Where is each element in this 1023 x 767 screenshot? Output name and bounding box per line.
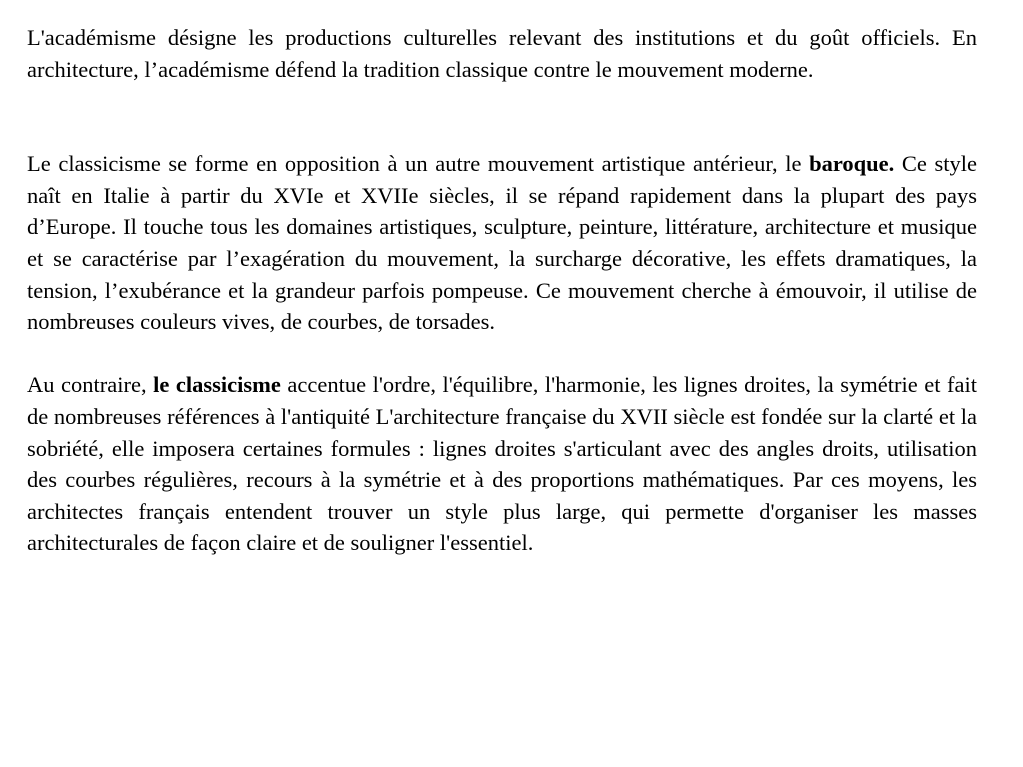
paragraph-baroque-body: Ce style naît en Italie à partir du XVIe et XVIIe siècles, il se répand rapidement dans la plupart des pays d’Europe. Il touche tous les domaines artistiques, sculpture, peinture, littérature, architecture et musique et se caractérise par l’exagération du mouvement, la surcharge décorative, les effets dramatiques, la tension, l’exubérance et la grandeur parfois pompeuse. Ce mouvement cherche à émouvoir, il utilise de nombreuses couleurs vives, de courbes, de torsades. xyxy=(27,151,977,335)
paragraph-classicisme-body: accentue l'ordre, l'équilibre, l'harmonie, les lignes droites, la symétrie et fait de nombreuses références à l'antiquité L'architecture française du XVII siècle est fondée sur la clarté et la sobriété, elle imposera certaines formules : lignes droites s'articulant avec des angles droits, utilisation des courbes régulières, recours à la symétrie et à des proportions mathématiques. Par ces moyens, les architectes français entendent trouver un style plus large, qui permette d'organiser les masses architecturales de façon claire et de souligner l'essentiel. xyxy=(27,372,977,556)
paragraph-classicisme xyxy=(27,369,977,559)
paragraph-gap xyxy=(27,85,977,148)
paragraph-baroque xyxy=(27,148,977,338)
paragraph-gap xyxy=(27,338,977,370)
bold-term-baroque: baroque. xyxy=(809,151,895,177)
document-page xyxy=(27,22,977,559)
paragraph-baroque-intro: Le classicisme se forme en opposition à un autre mouvement artistique antérieur, le xyxy=(27,151,810,177)
paragraph-academisme xyxy=(27,22,977,85)
paragraph-classicisme-intro: Au contraire, xyxy=(27,372,154,398)
bold-term-classicisme: le classicisme xyxy=(153,372,281,398)
paragraph-academisme-text: L'académisme désigne les productions culturelles relevant des institutions et du goût officiels. En architecture, l’académisme défend la tradition classique contre le mouvement moderne. xyxy=(27,25,977,82)
